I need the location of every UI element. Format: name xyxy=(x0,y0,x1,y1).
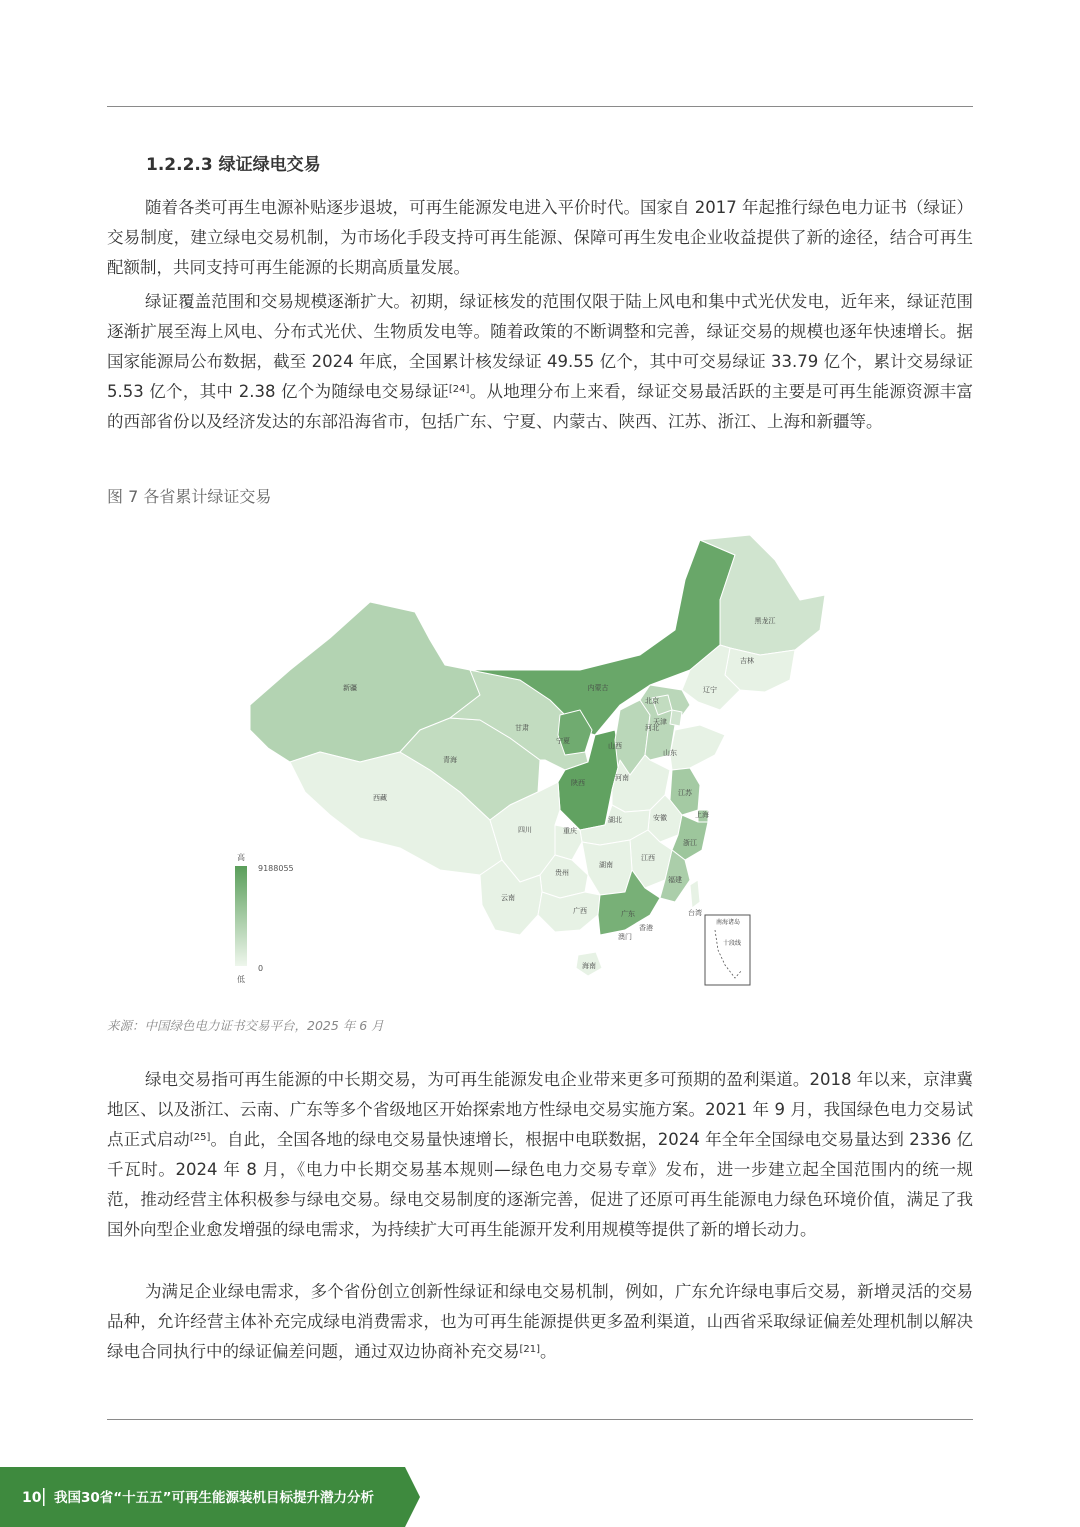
legend xyxy=(235,852,294,984)
label-xizang: 西藏 xyxy=(373,794,387,802)
label-jilin: 吉林 xyxy=(740,657,754,665)
paragraph-1: 随着各类可再生电源补贴逐步退坡，可再生能源发电进入平价时代。国家自 2017 年起推行绿色电力证书（绿证）交易制度，建立绿电交易机制，为市场化手段支持可再生能源、保障可再生发电企业收益提供了新的途径，结合可再生配额制，共同支持可再生能源的长期高质量发展。 xyxy=(107,198,973,277)
province-tianjin xyxy=(670,710,682,726)
label-hubei: 湖北 xyxy=(608,816,622,824)
legend-max-value: 9188055 xyxy=(258,864,294,873)
footer-banner xyxy=(0,1467,1080,1527)
label-henan: 河南 xyxy=(615,774,629,782)
legend-bar xyxy=(235,866,247,966)
inset-label: 十段线 xyxy=(722,940,742,947)
province-guangxi xyxy=(538,892,600,932)
label-tianjin: 天津 xyxy=(653,718,667,726)
province-shandong xyxy=(670,725,725,770)
label-beijing: 北京 xyxy=(645,697,659,705)
section-heading: 1.2.2.3 绿证绿电交易 xyxy=(146,155,321,175)
paragraph-3: 绿电交易指可再生能源的中长期交易，为可再生能源发电企业带来更多可预期的盈利渠道。2018 年以来，京津冀地区、以及浙江、云南、广东等多个省级地区开始探索地方性绿电交易实施方案。2021 年 9 月，我国绿色电力交易试点正式启动[25]。自此，全国各地的绿电交易量快速增长，根据中电联数据，2024 年全年全国绿电交易量达到 2336 亿千瓦时。2024 年 8 月，《电力中长期交易基本规则—绿色电力交易专章》发布，进一步建立起全国范围内的统一规范，推动经营主体积极参与绿电交易。绿电交易制度的逐渐完善，促进了还原可再生能源电力绿色环境价值，满足了我国外向型企业愈发增强的绿电需求，为持续扩大可再生能源开发利用规模等提供了新的增长动力。 xyxy=(107,1070,974,1239)
figure-source: 来源：中国绿色电力证书交易平台，2025 年 6 月 xyxy=(107,1018,384,1033)
legend-min-value: 0 xyxy=(258,964,264,973)
label-heilongjiang: 黑龙江 xyxy=(754,617,776,625)
china-province-map xyxy=(220,530,860,990)
citation-21: [21] xyxy=(519,1344,541,1355)
citation-24: [24] xyxy=(448,384,470,395)
label-zhejiang: 浙江 xyxy=(683,839,697,847)
label-sichuan: 四川 xyxy=(518,826,532,834)
label-neimenggu: 内蒙古 xyxy=(587,684,609,692)
label-qinghai: 青海 xyxy=(443,756,457,764)
label-ningxia: 宁夏 xyxy=(556,737,570,745)
label-xinjiang: 新疆 xyxy=(343,684,357,692)
figure-caption: 图 7 各省累计绿证交易 xyxy=(107,487,272,506)
inset-line xyxy=(715,930,742,978)
label-macau: 澳门 xyxy=(618,933,632,941)
label-fujian: 福建 xyxy=(668,876,682,884)
label-chongqing: 重庆 xyxy=(563,827,577,835)
paragraph-4: 为满足企业绿电需求，多个省份创立创新性绿证和绿电交易机制，例如，广东允许绿电事后交易，新增灵活的交易品种，允许经营主体补充完成绿电消费需求，也为可再生能源提供更多盈利渠道，山西省采取绿证偏差处理机制以解决绿电合同执行中的绿证偏差问题，通过双边协商补充交易[21]。 xyxy=(107,1282,973,1361)
label-gansu: 甘肃 xyxy=(515,724,529,732)
label-guizhou: 贵州 xyxy=(555,869,569,877)
label-jiangxi: 江西 xyxy=(641,854,655,862)
label-hainan: 海南 xyxy=(582,962,596,970)
label-shandong: 山东 xyxy=(663,749,677,757)
label-guangxi: 广西 xyxy=(573,907,587,915)
label-hunan: 湖南 xyxy=(599,861,613,869)
province-shapes xyxy=(250,535,825,976)
label-shanxi: 山西 xyxy=(608,742,622,750)
legend-high-label: 高 xyxy=(237,853,245,862)
inset-title: 南海诸岛 xyxy=(715,919,741,926)
south-sea-inset xyxy=(705,915,750,985)
bottom-rule xyxy=(107,1419,973,1420)
province-taiwan xyxy=(690,880,700,908)
label-hongkong: 香港 xyxy=(639,924,653,932)
paragraph-2: 绿证覆盖范围和交易规模逐渐扩大。初期，绿证核发的范围仅限于陆上风电和集中式光伏发电，近年来，绿证范围逐渐扩展至海上风电、分布式光伏、生物质发电等。随着政策的不断调整和完善，绿证交易的规模也逐年快速增长。据国家能源局公布数据，截至 2024 年底，全国累计核发绿证 49.55 亿个，其中可交易绿证 33.79 亿个，累计交易绿证 5.53 亿个，其中 2.38 亿个为随绿电交易绿证[24]。从地理分布上来看，绿证交易最活跃的主要是可再生能源资源丰富的西部省份以及经济发达的东部沿海省市，包括广东、宁夏、内蒙古、陕西、江苏、浙江、上海和新疆等。 xyxy=(107,292,974,431)
top-rule xyxy=(107,106,973,107)
footer-divider xyxy=(43,1488,45,1506)
page-number: 10 xyxy=(22,1490,42,1506)
label-shaanxi: 陕西 xyxy=(571,779,585,787)
label-jiangsu: 江苏 xyxy=(678,789,692,797)
label-anhui: 安徽 xyxy=(653,814,667,822)
label-guangdong: 广东 xyxy=(621,910,635,918)
footer-title: 我国30省“十五五”可再生能源装机目标提升潜力分析 xyxy=(54,1490,375,1506)
label-hebei: 河北 xyxy=(645,724,659,732)
label-taiwan: 台湾 xyxy=(688,909,702,917)
label-shanghai: 上海 xyxy=(695,811,709,819)
legend-low-label: 低 xyxy=(237,975,245,984)
label-yunnan: 云南 xyxy=(501,894,515,902)
label-liaoning: 辽宁 xyxy=(703,686,717,694)
citation-25: [25] xyxy=(189,1132,211,1143)
